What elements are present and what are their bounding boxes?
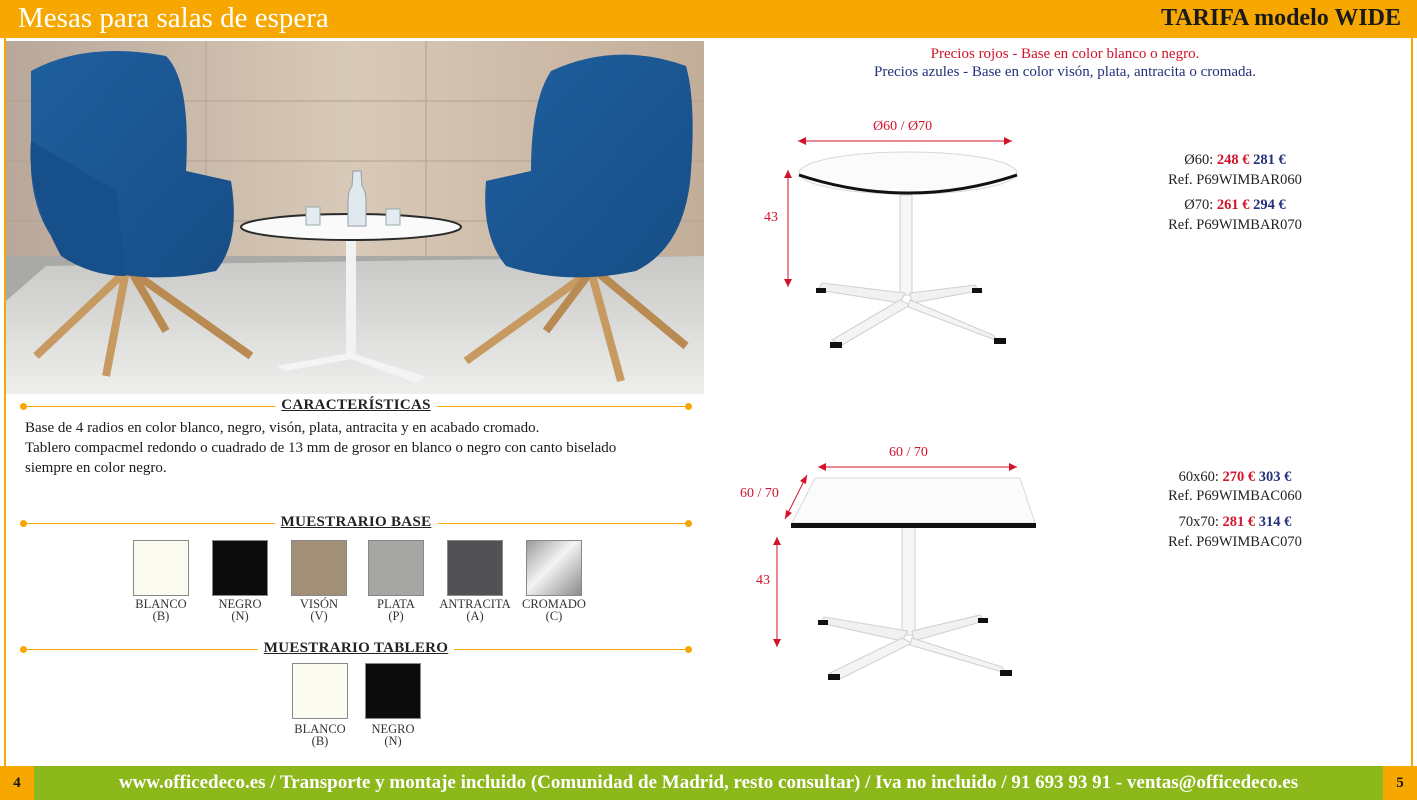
square-price-60: 60x60: 270 € 303 € [1178, 469, 1292, 485]
swatch-base-negro[interactable] [212, 540, 268, 596]
page-header [0, 0, 1417, 38]
round-width-label: Ø60 / Ø70 [873, 119, 933, 134]
swatch-label: PLATA (P) [377, 597, 415, 623]
round-ref-70: Ref. P69WIMBAR070 [1168, 217, 1302, 233]
product-photo [6, 41, 704, 394]
footer-contact-text[interactable]: www.officedeco.es / Transporte y montaje incluido (Comunidad de Madrid, resto consultar) / Iva no incluido / 91 693 93 91 - ventas@officedeco.es [118, 772, 1299, 793]
round-height-label: 43 [764, 210, 778, 225]
section-caracteristicas [22, 398, 690, 414]
page-number-left: 4 [0, 766, 34, 800]
swatch-base-blanco[interactable] [133, 540, 189, 596]
square-height-label: 43 [756, 573, 770, 588]
description-line: Base de 4 radios en color blanco, negro, visón, plata, antracita y en acabado cromado. [25, 420, 540, 436]
swatch-label: CROMADO (C) [522, 597, 586, 623]
note-blue-prices: Precios azules - Base en color visón, plata, antracita o cromada. [874, 64, 1256, 80]
round-price-70: Ø70: 261 € 294 € [1184, 197, 1286, 213]
square-ref-70: Ref. P69WIMBAC070 [1168, 534, 1302, 550]
square-price-70: 70x70: 281 € 314 € [1178, 514, 1292, 530]
swatch-label: BLANCO (B) [135, 597, 187, 623]
swatch-base-cromado[interactable] [526, 540, 582, 596]
note-red-prices: Precios rojos - Base en color blanco o negro. [930, 46, 1200, 62]
swatch-label: VISÓN (V) [299, 597, 339, 623]
swatch-base-antracita[interactable] [447, 540, 503, 596]
round-price-60: Ø60: 248 € 281 € [1184, 152, 1286, 168]
square-ref-60: Ref. P69WIMBAC060 [1168, 488, 1302, 504]
tarifa-title: TARIFA modelo WIDE [1160, 5, 1401, 31]
section-muestrario-tablero [22, 641, 690, 657]
square-depth-label: 60 / 70 [740, 486, 779, 501]
swatch-label: NEGRO (N) [218, 597, 262, 623]
section-title: CARACTERÍSTICAS [275, 397, 437, 414]
square-width-label: 60 / 70 [889, 445, 928, 460]
round-ref-60: Ref. P69WIMBAR060 [1168, 172, 1302, 188]
page-title: Mesas para salas de espera [18, 2, 329, 34]
swatch-label: NEGRO (N) [371, 722, 415, 748]
description [25, 418, 695, 478]
page-number-right: 5 [1383, 766, 1417, 800]
swatch-top-blanco[interactable] [292, 663, 348, 719]
description-line: Tablero compacmel redondo o cuadrado de 13 mm de grosor en blanco o negro con canto biselado [25, 440, 617, 456]
section-muestrario-base [22, 515, 690, 531]
description-line: siempre en color negro. [25, 460, 167, 476]
swatch-base-vison[interactable] [291, 540, 347, 596]
swatch-label: ANTRACITA (A) [439, 597, 511, 623]
section-title: MUESTRARIO TABLERO [258, 640, 454, 657]
swatch-top-negro[interactable] [365, 663, 421, 719]
round-table-drawing [750, 125, 1050, 355]
swatch-base-plata[interactable] [368, 540, 424, 596]
section-title: MUESTRARIO BASE [275, 514, 438, 531]
swatch-label: BLANCO (B) [294, 722, 346, 748]
